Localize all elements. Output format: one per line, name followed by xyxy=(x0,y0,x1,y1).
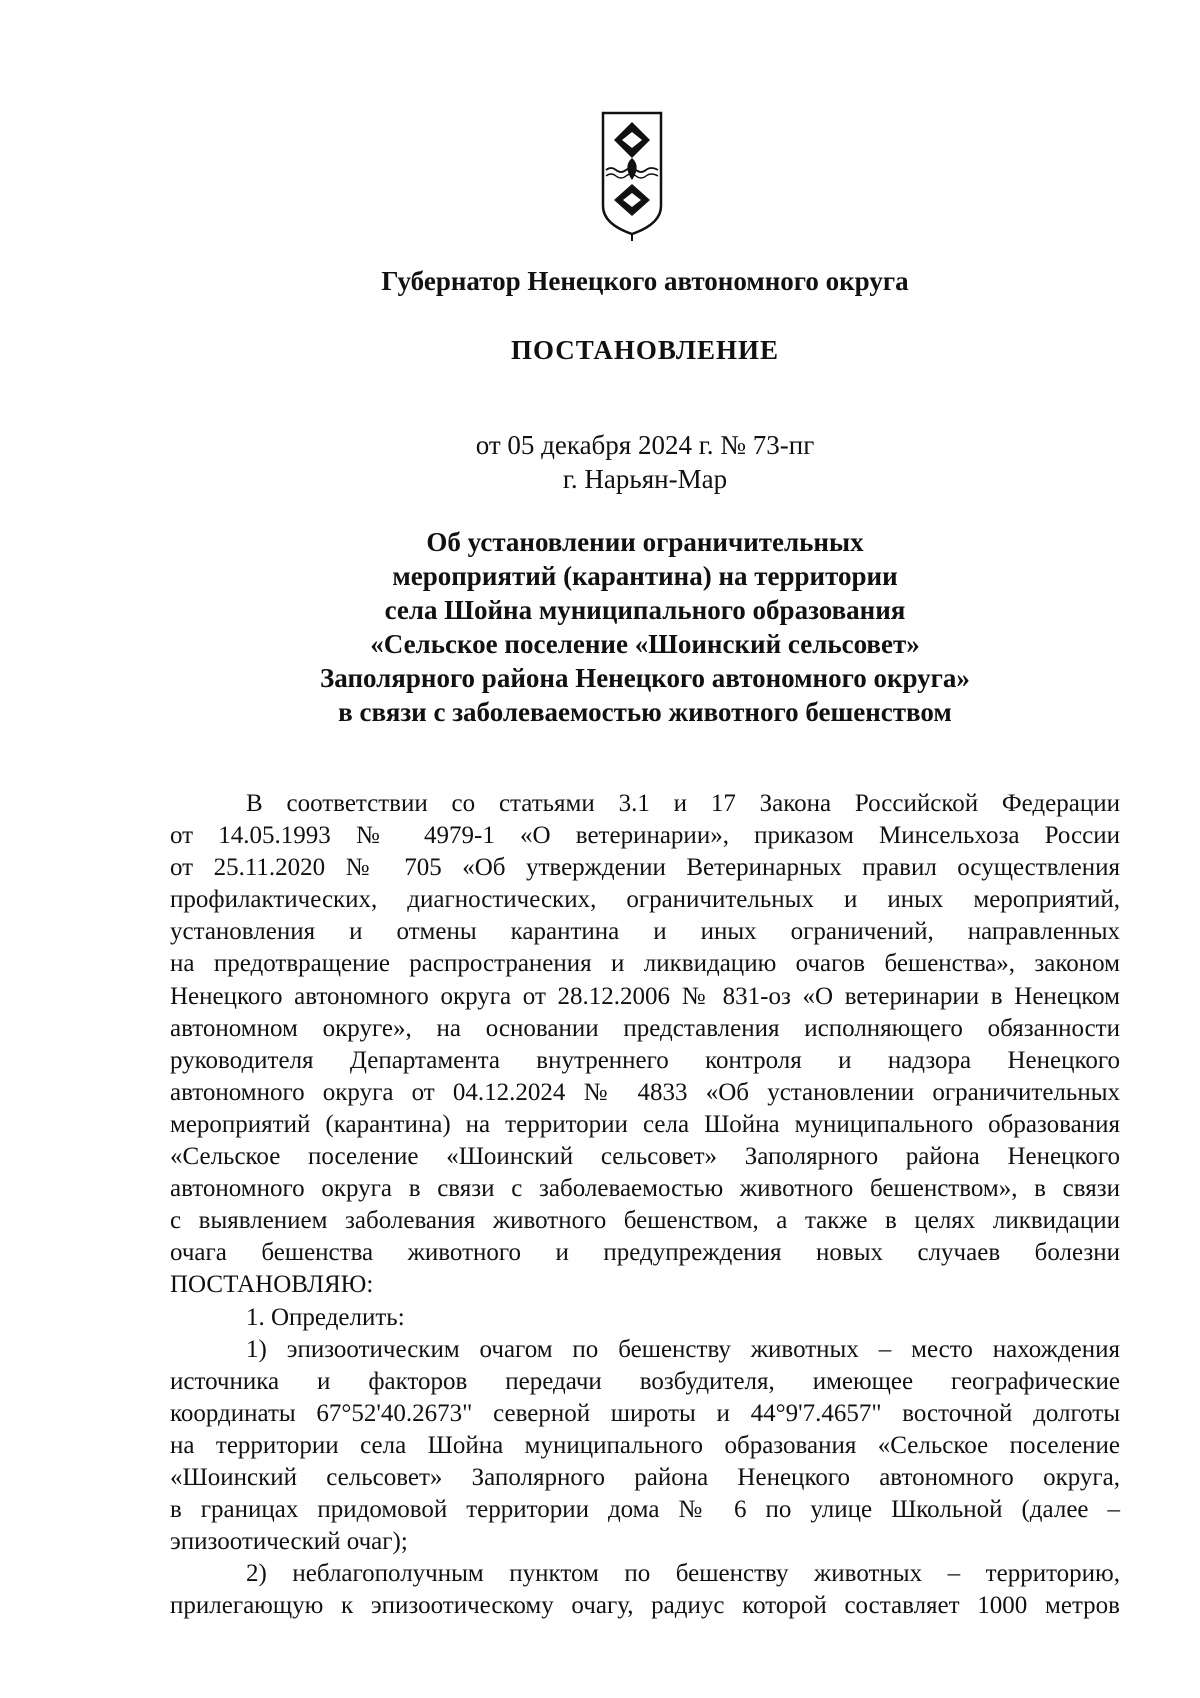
title-line: села Шойна муниципального образования xyxy=(384,595,906,625)
body-line: 1. Определить: xyxy=(246,1303,405,1331)
body-line: профилактических, диагностических, ограничительных и иных мероприятий, xyxy=(170,886,1120,914)
body-line: ПОСТАНОВЛЯЮ: xyxy=(170,1271,374,1299)
document-city: г. Нарьян-Мар xyxy=(562,464,728,494)
body-line: автономного округа от 04.12.2024 № 4833 «Об установлении ограничительных xyxy=(170,1078,1120,1106)
body-line: Ненецкого автономного округа от 28.12.2006 № 831-оз «О ветеринарии в Ненецком xyxy=(170,982,1120,1010)
title-line: «Сельское поселение «Шоинский сельсовет» xyxy=(370,629,920,659)
body-line: руководителя Департамента внутреннего контроля и надзора Ненецкого xyxy=(170,1046,1120,1074)
body-line: с выявлением заболевания животного бешенством, а также в целях ликвидации xyxy=(170,1207,1120,1235)
body-line: на предотвращение распространения и ликвидацию очагов бешенства», законом xyxy=(170,950,1120,978)
title-line: мероприятий (карантина) на территории xyxy=(392,561,898,591)
body-line: 2) неблагополучным пунктом по бешенству животных – территорию, xyxy=(246,1560,1120,1588)
body-line: очага бешенства животного и предупреждения новых случаев болезни xyxy=(170,1239,1120,1267)
title-line: в связи с заболеваемостью животного бешенством xyxy=(338,697,952,727)
body-line: источника и факторов передачи возбудителя, имеющее географические xyxy=(170,1367,1120,1395)
body-line: автономного округа в связи с заболеваемостью животного бешенством», в связи xyxy=(170,1175,1120,1203)
organization-name: Губернатор Ненецкого автономного округа xyxy=(381,266,909,296)
body-line: от 25.11.2020 № 705 «Об утверждении Ветеринарных правил осуществления xyxy=(170,854,1120,882)
document-date-number: от 05 декабря 2024 г. № 73-пг xyxy=(475,430,815,460)
title-line: Об установлении ограничительных xyxy=(426,527,864,557)
body-line: мероприятий (карантина) на территории села Шойна муниципального образования xyxy=(170,1110,1120,1138)
body-line: в границах придомовой территории дома № 6 по улице Школьной (далее – xyxy=(170,1496,1120,1524)
coat-of-arms-emblem xyxy=(600,110,664,242)
body-line: автономном округе», на основании представления исполняющего обязанности xyxy=(170,1014,1120,1042)
document-type: ПОСТАНОВЛЕНИЕ xyxy=(510,335,780,365)
body-line: «Шоинский сельсовет» Заполярного района Ненецкого автономного округа, xyxy=(170,1463,1120,1491)
document-title xyxy=(170,525,1120,729)
body-line: 1) эпизоотическим очагом по бешенству животных – место нахождения xyxy=(246,1335,1120,1363)
title-line: Заполярного района Ненецкого автономного округа» xyxy=(320,663,970,693)
body-line: В соответствии со статьями 3.1 и 17 Закона Российской Федерации xyxy=(246,790,1120,817)
body-line: прилегающую к эпизоотическому очагу, радиус которой составляет 1000 метров xyxy=(170,1592,1120,1620)
body-line: на территории села Шойна муниципального образования «Сельское поселение xyxy=(170,1431,1120,1459)
body-line: установления и отмены карантина и иных ограничений, направленных xyxy=(170,918,1120,946)
body-line: «Сельское поселение «Шоинский сельсовет» Заполярного района Ненецкого xyxy=(170,1143,1120,1171)
body-line: координаты 67°52'40.2673" северной широты и 44°9'7.4657" восточной долготы xyxy=(170,1399,1120,1427)
body-line: эпизоотический очаг); xyxy=(170,1528,408,1556)
body-line: от 14.05.1993 № 4979-1 «О ветеринарии», приказом Минсельхоза России xyxy=(170,822,1120,850)
document-body xyxy=(170,788,1120,1622)
